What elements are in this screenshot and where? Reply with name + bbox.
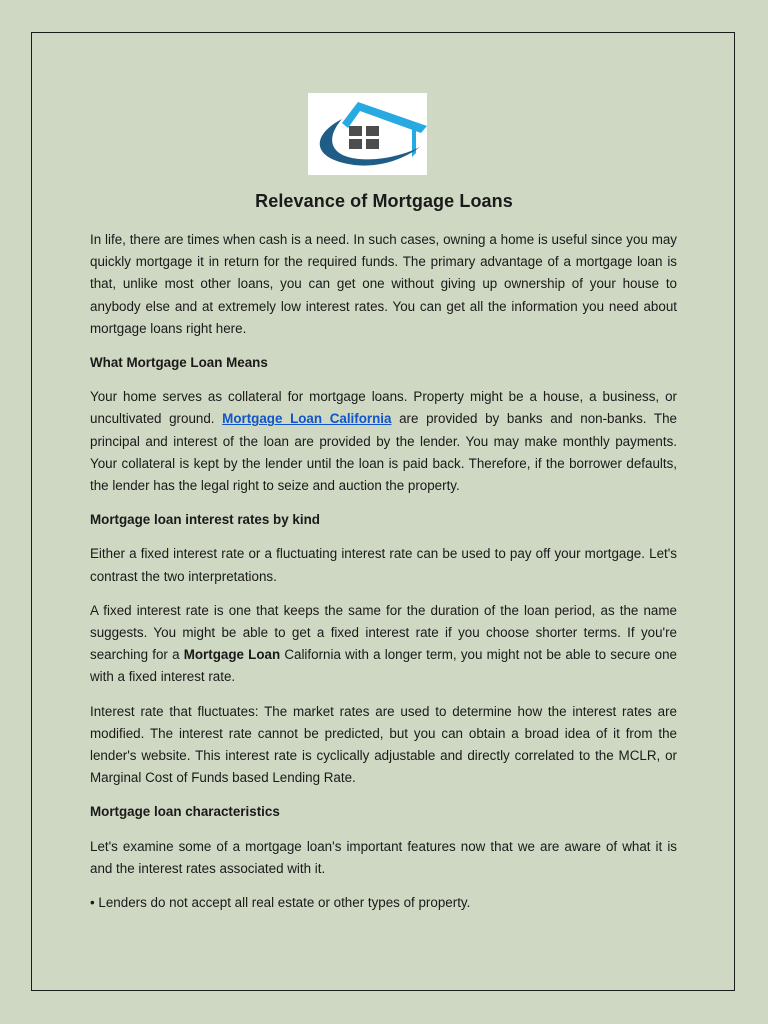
paragraph-contrast: Either a fixed interest rate or a fluctuating interest rate can be used to pay off your mortgage. Let's contrast the two interpretations. xyxy=(90,546,677,584)
paragraph-text: A fixed interest rate is one that keeps the same for the duration of the loan period, as the name suggests. You might be able to get a fixed interest rate if you choose shorter terms. If you're searching for a xyxy=(90,602,677,663)
paragraph-features: Let's examine some of a mortgage loan's important features now that we are aware of what it is and the interest rates associated with it. xyxy=(90,838,677,876)
paragraph-text: are provided by banks and non-banks. The principal and interest of the loan are provided by the lender. You may make monthly payments. Your collateral is kept by the lender until the loan is paid back. Therefore, if the borrower defaults, the lender has the legal right to seize and auction the property. xyxy=(90,411,677,494)
paragraph-text: California with a longer term, you might not be able to secure one with a fixed interest rate. xyxy=(90,647,677,685)
mortgage-loan-california-link[interactable]: Mortgage Loan California xyxy=(222,411,392,427)
bullet-item: • Lenders do not accept all real estate or other types of property. xyxy=(90,895,471,911)
paragraph-collateral xyxy=(90,386,677,497)
paragraph-fixed-rate xyxy=(90,600,677,689)
paragraph-text: Your home serves as collateral for mortgage loans. Property might be a house, a business, or uncultivated ground. xyxy=(90,389,677,427)
bold-keyword: Mortgage Loan xyxy=(183,647,281,663)
section-heading-characteristics: Mortgage loan characteristics xyxy=(90,804,280,820)
house-logo-icon xyxy=(308,93,427,175)
document-title: Relevance of Mortgage Loans xyxy=(255,191,513,211)
document-body xyxy=(90,229,677,926)
section-heading-interest-rates: Mortgage loan interest rates by kind xyxy=(90,512,320,528)
section-heading-meaning: What Mortgage Loan Means xyxy=(90,355,268,371)
paragraph-fluctuating-rate: Interest rate that fluctuates: The market rates are used to determine how the interest rates are modified. The interest rate cannot be predicted, but you can obtain a broad idea of it from the lender's website. This interest rate is cyclically adjustable and directly correlated to the MCLR, or Marginal Cost of Funds based Lending Rate. xyxy=(90,703,677,786)
paragraph-intro: In life, there are times when cash is a need. In such cases, owning a home is useful since you may quickly mortgage it in return for the required funds. The primary advantage of a mortgage loan is that, unlike most other loans, you can get one without giving up ownership of your house to anybody else and at extremely low interest rates. You can get all the information you need about mortgage loans right here. xyxy=(90,232,677,336)
